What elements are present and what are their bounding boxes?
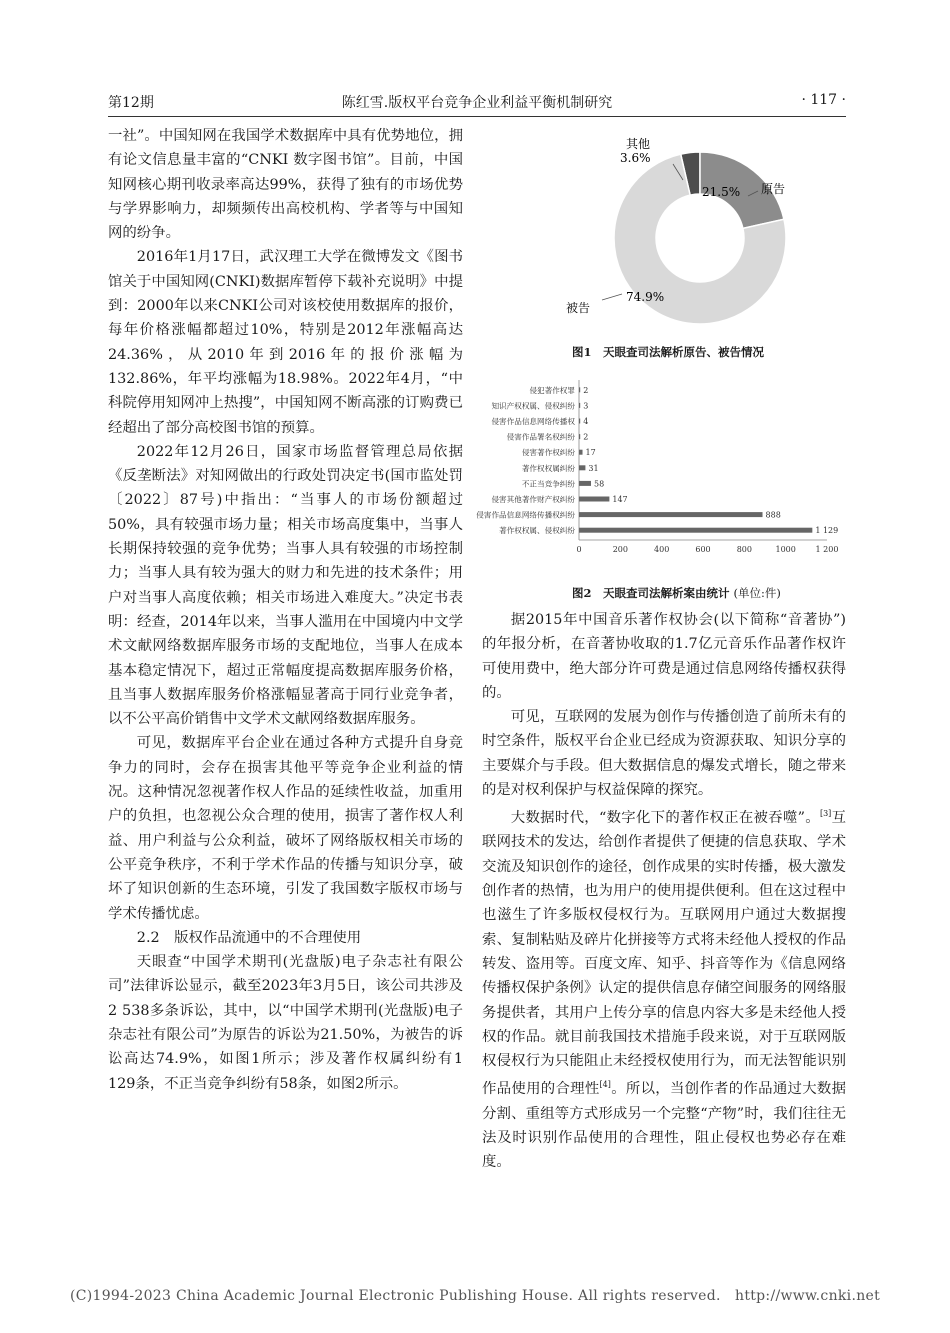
category-label: 侵犯著作权罪 xyxy=(529,385,575,395)
bar xyxy=(579,465,585,470)
pie-value-other: 3.6% xyxy=(620,151,651,165)
left-column xyxy=(108,124,463,1096)
paragraph-text: 。所以，当创作者的作品通过大数据分割、重组等方式形成另一个完整“产物”时，我们往往无法及时识别作品使用的合理性，阻止侵权也势必存在难度。 xyxy=(482,1081,846,1171)
category-label: 侵害作品署名权纠纷 xyxy=(506,432,575,442)
right-column xyxy=(482,608,846,1174)
bar xyxy=(579,387,580,392)
category-label: 侵害著作权纠纷 xyxy=(521,448,575,458)
bar xyxy=(579,481,591,486)
pie-value-plaintiff: 21.5% xyxy=(702,185,741,199)
leader-line-defendant xyxy=(602,294,622,300)
x-tick-label: 1000 xyxy=(775,545,796,554)
figure-1-caption: 图1 天眼查司法解析原告、被告情况 xyxy=(572,345,764,359)
x-tick-label: 800 xyxy=(736,545,752,554)
bar-value-label: 1 129 xyxy=(815,526,839,536)
category-label: 不正当竞争纠纷 xyxy=(521,479,575,489)
x-tick-label: 200 xyxy=(612,545,628,554)
figure-2-bar-chart xyxy=(472,378,852,576)
bar-value-label: 147 xyxy=(612,495,628,504)
paragraph-text: 大数据时代，“数字化下的著作权正在被吞噬”。 xyxy=(510,810,820,827)
bar-value-label: 888 xyxy=(765,510,781,520)
x-tick-label: 600 xyxy=(695,545,711,554)
pie-value-defendant: 74.9% xyxy=(626,290,665,304)
x-tick-label: 400 xyxy=(654,545,670,554)
category-label: 侵害作品信息网络传播权纠纷 xyxy=(476,510,575,520)
paragraph: 2016年1月17日，武汉理工大学在微博发文《图书馆关于中国知网(CNKI)数据库暂停下载补充说明》中提到：2000年以来CNKI公司对该校使用数据库的报价，每年价格涨幅都超过10%，特别是2012年涨幅高达24.36%，从2010年到2016年的报价涨幅为132.86%，年平均涨幅为18.98%。2022年4月，“中科院停用知网冲上热搜”，中国知网不断高涨的订购费已经超出了部分高校图书馆的预算。 xyxy=(108,249,463,436)
bar xyxy=(579,434,580,439)
x-tick-label: 0 xyxy=(576,545,582,554)
paragraph: 2022年12月26日，国家市场监督管理总局依据《反垄断法》对知网做出的行政处罚决定书(国市监处罚〔2022〕87号)中指出：“当事人的市场份额超过50%，具有较强市场力量；相关市场高度集中，当事人长期保持较强的竞争优势；当事人具有较强的市场控制力；当事人具有较为强大的财力和先进的技术条件；用户对当事人高度依赖；相关市场进入难度大。”决定书表明：经查，2014年以来，当事人滥用在中国境内中文学术文献网络数据库服务市场的支配地位，当事人在成本基本稳定情况下，超过正常幅度提高数据库服务价格，且当事人数据库服务价格涨幅显著高于同行业竞争者，以不公平高价销售中文学术文献网络数据库服务。 xyxy=(108,443,463,728)
pie-label-plaintiff: 原告 xyxy=(761,182,786,196)
paragraph: 可见，数据库平台企业在通过各种方式提升自身竞争力的同时，会存在损害其他平等竞争企业利益的情况。这种情况忽视著作权人作品的延续性收益，加重用户的负担，也忽视公众合理的使用，损害了著作权人利益、用户利益与公众利益，破坏了网络版权相关市场的公平竞争秩序，不利于学术作品的传播与知识分享，破坏了知识创新的生态环境，引发了我国数字版权市场与学术传播忧虑。 xyxy=(108,735,463,922)
citation: [4] xyxy=(599,1080,611,1090)
citation: [3] xyxy=(819,809,832,819)
copyright-footer: (C)1994-2023 China Academic Journal Electronic Publishing House. All rights reserved. http://www.cnki.net xyxy=(69,1288,881,1304)
bar-value-label: 17 xyxy=(585,448,596,458)
section-heading: 2.2 版权作品流通中的不合理使用 xyxy=(136,929,362,946)
x-tick-label: 1 200 xyxy=(815,545,839,554)
bar-value-label: 31 xyxy=(588,463,599,473)
paragraph: 据2015年中国音乐著作权协会(以下简称“音著协”)的年报分析，在音著协收取的1.7亿元音乐作品著作权许可使用费中，绝大部分许可费是通过信息网络传播权获得的。 xyxy=(482,612,846,701)
paragraph-text: 互联网技术的发达，给创作者提供了便捷的信息获取、学术交流及知识创作的途径，创作成果的实时传播，极大激发创作者的热情，也为用户的使用提供便利。但在这过程中也滋生了许多版权侵权行为。互联网用户通过大数据搜索、复制粘贴及碎片化拼接等方式将未经他人授权的作品转发、盗用等。百度文库、知乎、抖音等作为《信息网络传播权保护条例》认定的提供信息存储空间服务的网络服务提供者，其用户上传分享的信息内容大多是未经他人授权的作品。就目前我国技术措施手段来说，对于互联网版权侵权行为只能阻止未经授权使用行为，而无法智能识别作品使用的合理性 xyxy=(482,810,846,1098)
bar-value-label: 2 xyxy=(583,385,589,395)
paragraph xyxy=(482,802,846,1174)
figure-2-caption-text: 图2 天眼查司法解析案由统计 xyxy=(572,586,730,600)
pie-label-defendant: 被告 xyxy=(566,301,591,315)
bar xyxy=(579,419,580,424)
bar xyxy=(579,497,609,502)
bar-value-label: 58 xyxy=(593,479,605,489)
paragraph: 一社”。中国知网在我国学术数据库中具有优势地位，拥有论文信息量丰富的“CNKI 数字图书馆”。目前，中国知网核心期刊收录率高达99%，获得了独有的市场优势与学界影响力，却频频传出高校机构、学者等与中国知网的纷争。 xyxy=(108,128,463,242)
bar-value-label: 4 xyxy=(583,417,589,426)
bar-value-label: 3 xyxy=(583,401,589,411)
page-number: · 117 · xyxy=(801,92,846,108)
bar xyxy=(579,450,583,455)
bar xyxy=(579,512,763,517)
figure-2-caption xyxy=(572,585,781,601)
running-header xyxy=(108,92,846,116)
bar xyxy=(579,403,580,408)
category-label: 侵害作品信息网络传播权 xyxy=(491,417,575,426)
paragraph: 可见，互联网的发展为创作与传播创造了前所未有的时空条件，版权平台企业已经成为资源获取、知识分享的主要媒介与手段。但大数据信息的爆发式增长，随之带来的是对权利保护与权益保障的探究。 xyxy=(482,709,846,799)
bar-value-label: 2 xyxy=(583,432,589,442)
figure-2-unit: (单位:件) xyxy=(733,586,781,600)
category-label: 著作权权属、侵权纠纷 xyxy=(499,526,575,536)
bar xyxy=(579,528,812,533)
category-label: 侵害其他著作财产权纠纷 xyxy=(491,495,575,504)
figure-1-donut-chart xyxy=(560,128,820,324)
category-label: 著作权权属纠纷 xyxy=(521,463,575,473)
article-title: 陈红雪.版权平台竞争企业利益平衡机制研究 xyxy=(341,95,613,111)
paragraph: 天眼查“中国学术期刊(光盘版)电子杂志社有限公司”法律诉讼显示，截至2023年3月5日，该公司共涉及2 538多条诉讼，其中，以“中国学术期刊(光盘版)电子杂志社有限公司”为原告的诉讼为21.50%，为被告的诉讼高达74.9%，如图1所示；涉及著作权属纠纷有1 129条，不正当竞争纠纷有58条，如图2所示。 xyxy=(108,954,463,1092)
pie-label-other: 其他 xyxy=(626,137,651,151)
category-label: 知识产权权属、侵权纠纷 xyxy=(491,401,575,411)
issue-number: 第12期 xyxy=(108,95,154,111)
header-rule xyxy=(108,116,846,117)
